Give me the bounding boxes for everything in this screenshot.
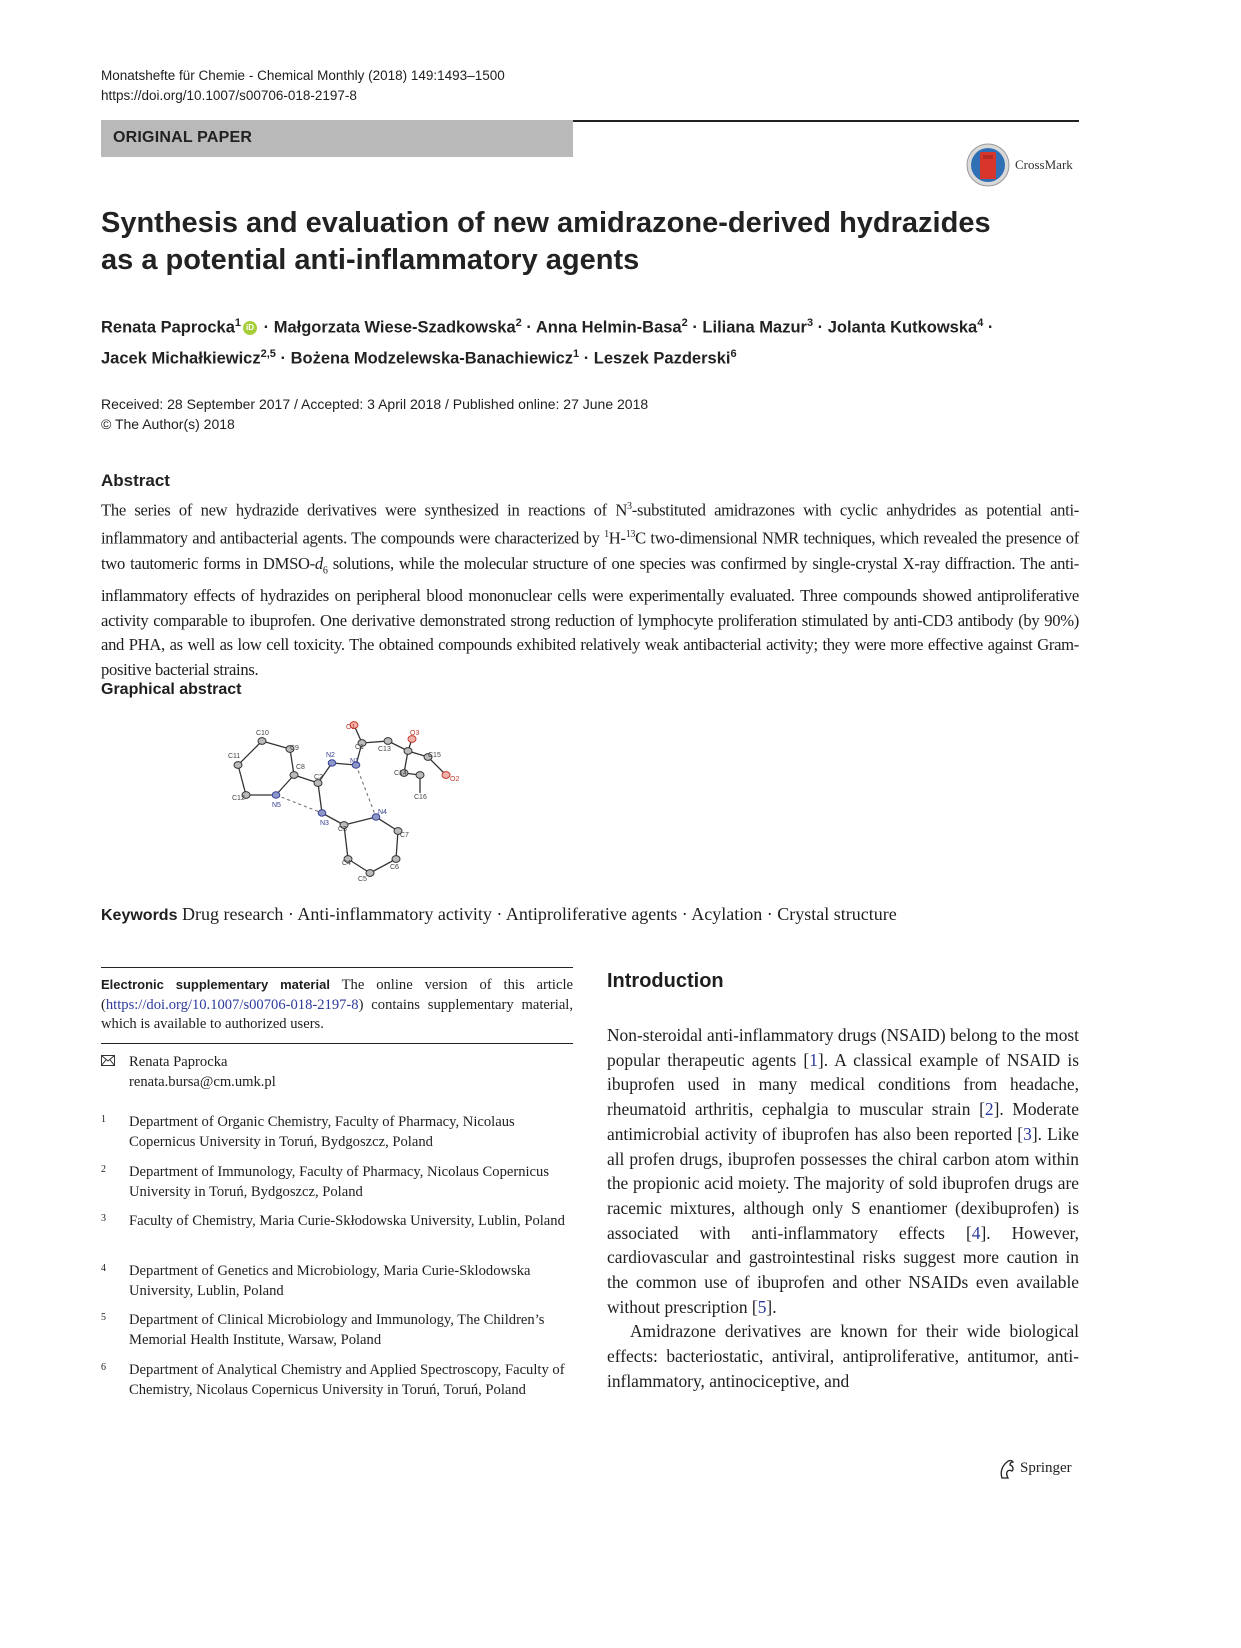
atom-label: C7 — [400, 832, 409, 839]
affiliation-number: 2 — [101, 1164, 106, 1175]
atom-label: C4 — [342, 860, 351, 867]
doi-link[interactable]: https://doi.org/10.1007/s00706-018-2197-8 — [101, 88, 357, 103]
introduction-body — [607, 1023, 1079, 1394]
atom-label: O2 — [450, 776, 460, 783]
crossmark-icon — [966, 143, 1012, 187]
abstract-heading: Abstract — [101, 471, 170, 490]
citation-link[interactable]: 2 — [984, 1099, 994, 1120]
affiliation-text: Department of Immunology, Faculty of Pharmacy, Nicolaus Copernicus University in Toruń, Bydgoszcz, Poland — [129, 1164, 550, 1200]
title-line-1: Synthesis and evaluation of new amidrazone-derived hydrazides — [101, 207, 991, 239]
copyright-line: © The Author(s) 2018 — [101, 416, 235, 432]
atom-label: C15 — [428, 752, 441, 759]
atom-label: C14 — [394, 770, 407, 777]
affiliation-number: 5 — [101, 1312, 106, 1323]
abstract-text-part: solutions, while the molecular structure of one species was confirmed by single-crystal X-ray diffraction. The anti-inflammatory effects of hydrazides on peripheral blood mononuclear cells were experimentally evaluated. Three compounds showed antiproliferative activity comparable to ibuprofen. One derivative demonstrated strong reduction of lymphocyte proliferation stimulated by anti-CD3 antibody (by 90%) and PHA, as well as low cell toxicity. The obtained compounds exhibited relatively weak antibacterial activity; they were more effective against Gram-positive bacterial strains. — [101, 553, 1079, 680]
citation-link[interactable]: 4 — [971, 1222, 981, 1243]
intro-text-part: Non-steroidal anti-inflammatory drugs (NSAID) belong to the most popular therapeutic agents [ — [607, 1025, 1079, 1070]
journal-citation: Monatshefte für Chemie - Chemical Monthly (2018) 149:1493–1500 — [101, 68, 505, 83]
esm-text-2: ) contains supplementary material, which is available to authorized users. — [101, 996, 573, 1032]
publisher-name: Springer — [1020, 1460, 1072, 1476]
author-affiliation-ref: 2 — [515, 317, 522, 329]
affiliation-text: Faculty of Chemistry, Maria Curie-Skłodowska University, Lublin, Poland — [129, 1213, 565, 1229]
crossmark-label: CrossMark — [1015, 157, 1073, 172]
author-line-1 — [101, 310, 1091, 341]
author-list — [101, 310, 1091, 371]
esm-link[interactable]: https://doi.org/10.1007/s00706-018-2197-8 — [105, 996, 359, 1013]
author-affiliation-ref: 1 — [234, 317, 242, 329]
atom-label: C13 — [378, 746, 391, 753]
atom-label: C9 — [290, 745, 299, 752]
affiliation-text: Department of Analytical Chemistry and Applied Spectroscopy, Faculty of Chemistry, Nicolaus Copernicus University in Toruń, Toruń, Poland — [129, 1362, 565, 1398]
author-name[interactable]: Liliana Mazur — [702, 318, 807, 337]
intro-text-part: ]. — [766, 1296, 777, 1317]
paper-type-label: ORIGINAL PAPER — [113, 129, 253, 146]
author-affiliation-ref: 6 — [730, 347, 737, 360]
author-name[interactable]: Bożena Modzelewska-Banachiewicz — [290, 349, 573, 367]
esm-text: The online version of this article ( — [101, 977, 573, 1013]
intro-text-part: ]. However, cardiovascular and gastrointestinal risks suggest more caution in the common use of ibuprofen and other NSAIDs even available without prescription [ — [607, 1222, 1079, 1317]
orcid-icon[interactable]: iD — [243, 321, 257, 335]
affiliation-number: 4 — [101, 1263, 106, 1274]
atom-label: C1 — [355, 744, 364, 751]
citation-link[interactable]: 1 — [809, 1049, 818, 1070]
affiliation-text: Department of Clinical Microbiology and Immunology, The Children’s Memorial Health Institute, Warsaw, Poland — [129, 1312, 545, 1348]
abstract-text-part: C two-dimensional NMR techniques, which revealed the presence of two tautomeric forms in DMSO- — [101, 528, 1079, 573]
atom-label: N1 — [350, 758, 359, 765]
author-name[interactable]: Leszek Pazderski — [593, 349, 731, 367]
atom-label: C2 — [314, 774, 323, 781]
affiliation-text: Department of Genetics and Microbiology, Maria Curie-Sklodowska University, Lublin, Poland — [129, 1263, 531, 1299]
atom-label: O1 — [346, 724, 356, 731]
abstract-sup: 1 — [604, 529, 609, 541]
atom-label: N4 — [378, 809, 387, 816]
abstract-italic: d — [314, 553, 323, 573]
publication-history — [101, 394, 648, 434]
abstract-text-part: H- — [608, 528, 626, 548]
author-separator: · — [983, 318, 994, 337]
author-line-2 — [101, 341, 1091, 372]
corresponding-email[interactable]: renata.bursa@cm.umk.pl — [129, 1074, 276, 1090]
atom-label: N2 — [326, 752, 335, 759]
springer-horse-icon — [996, 1458, 1018, 1480]
atom-label: N3 — [320, 820, 329, 827]
article-title — [101, 205, 1001, 279]
springer-logo — [996, 1458, 1086, 1480]
author-separator: · — [579, 349, 594, 367]
atom-label: C6 — [390, 864, 399, 871]
intro-text-part: ]. A classical example of NSAID is ibuprofen used in many medical conditions from headache, rheumatoid arthritis, cephalgia to muscular strain [ — [607, 1049, 1079, 1120]
introduction-heading: Introduction — [607, 970, 724, 992]
header-rule — [573, 120, 1079, 122]
atom-label: C8 — [296, 764, 305, 771]
atom-label: O3 — [410, 730, 420, 737]
crossmark-badge[interactable] — [966, 143, 1086, 187]
esm-note — [101, 975, 573, 1035]
esm-rule-bottom — [101, 1043, 573, 1044]
dates-line: Received: 28 September 2017 / Accepted: 3 April 2018 / Published online: 27 June 2018 — [101, 396, 649, 412]
esm-label: Electronic supplementary material — [101, 977, 330, 992]
abstract-text-part: The series of new hydrazide derivatives were synthesized in reactions of N — [101, 500, 628, 520]
citation-link[interactable]: 5 — [757, 1296, 767, 1317]
author-affiliation-ref: 4 — [977, 317, 984, 329]
author-separator: · — [259, 318, 274, 337]
author-affiliation-ref: 3 — [806, 317, 814, 329]
author-name[interactable]: Małgorzata Wiese-Szadkowska — [273, 318, 516, 337]
molecular-structure-figure — [214, 713, 470, 893]
journal-header — [101, 66, 505, 106]
author-affiliation-ref: 1 — [573, 347, 580, 360]
author-separator: · — [687, 318, 703, 337]
atom-label: C11 — [228, 753, 241, 760]
atom-label: C10 — [256, 730, 269, 737]
abstract-text-part: -substituted amidrazones with cyclic anhydrides as potential anti-inflammatory and antibacterial agents. The compounds were characterized by — [101, 500, 1079, 548]
author-name[interactable]: Renata Paprocka — [101, 318, 235, 337]
atom-label: C3 — [338, 826, 347, 833]
esm-rule — [101, 967, 573, 968]
introduction-paragraph-1 — [607, 1023, 1079, 1319]
author-name[interactable]: Jolanta Kutkowska — [827, 318, 978, 337]
affiliation-text: Department of Organic Chemistry, Faculty of Pharmacy, Nicolaus Copernicus University in Toruń, Bydgoszcz, Poland — [129, 1114, 515, 1150]
envelope-icon — [101, 1055, 115, 1066]
corresponding-name: Renata Paprocka — [129, 1054, 228, 1070]
affiliation-number: 3 — [101, 1213, 106, 1224]
author-affiliation-ref: 2 — [681, 317, 688, 329]
citation-link[interactable]: 3 — [1023, 1123, 1032, 1144]
keywords-list: Drug research · Anti-inflammatory activity · Antiproliferative agents · Acylation · Crystal structure — [181, 904, 897, 924]
title-line-2: as a potential anti-inflammatory agents — [101, 244, 640, 276]
keywords-label: Keywords — [101, 907, 178, 924]
abstract-sup: 13 — [625, 529, 636, 541]
abstract-sub: 6 — [322, 564, 328, 576]
paper-type-banner — [101, 120, 573, 157]
author-separator: · — [813, 318, 828, 337]
author-separator: · — [521, 318, 536, 337]
atom-label: C12 — [232, 795, 245, 802]
abstract-sup: 3 — [627, 501, 632, 512]
affiliation-number: 6 — [101, 1362, 106, 1373]
introduction-paragraph-2: Amidrazone derivatives are known for their wide biological effects: bacteriostatic, antiviral, antiproliferative, antitumor, anti-inflammatory, antinociceptive, and — [607, 1321, 1079, 1391]
author-affiliation-ref: 2,5 — [260, 347, 276, 360]
abstract-body — [101, 495, 1079, 683]
keywords — [101, 902, 1101, 928]
author-name[interactable]: Jacek Michałkiewicz — [101, 349, 261, 367]
intro-text-part: ]. Like all profen drugs, ibuprofen possesses the chiral carbon atom within the propionic acid moiety. The majority of sold ibuprofen drugs are racemic mixtures, although only S enantiomer (dexibuprofen) is associated with anti-inflammatory effects [ — [607, 1123, 1079, 1243]
affiliation-number: 1 — [101, 1114, 106, 1125]
atom-label: N5 — [272, 802, 281, 809]
atom-label: C5 — [358, 876, 367, 883]
intro-text-part: ]. Moderate antimicrobial activity of ibuprofen has also been reported [ — [607, 1099, 1079, 1144]
author-name[interactable]: Anna Helmin-Basa — [535, 318, 682, 337]
author-separator: · — [275, 349, 291, 367]
atom-label: C16 — [414, 794, 427, 801]
graphical-abstract-heading: Graphical abstract — [101, 681, 242, 698]
